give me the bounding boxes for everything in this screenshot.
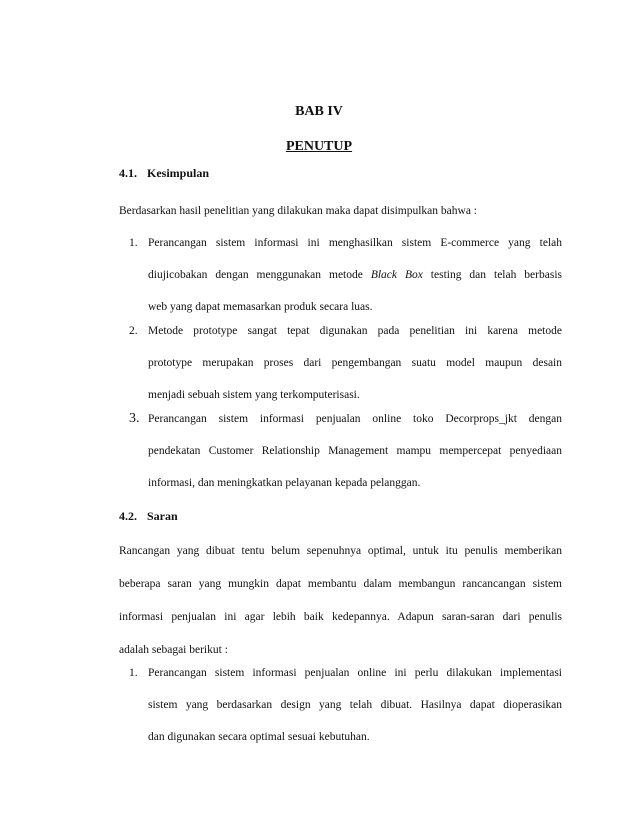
list-item-text: Metode prototype sangat tepat digunakan pada penelitian ini karena metode prototype merupakan proses dari pengembangan suatu model maupun desain menjadi sebuah sistem yang terkomputerisasi. [148,325,562,401]
emphasis-text: Black Box [370,269,423,281]
list-item-line: diujicobakan dengan menggunakan metode Black Box testing dan telah berbasis [148,269,562,281]
conclusion-intro: Berdasarkan hasil penelitian yang dilakukan maka dapat disimpulkan bahwa : [119,205,477,217]
chapter-title: PENUTUP [285,139,353,154]
section-heading-saran [119,509,178,524]
section-number: 4.2. [119,509,137,523]
suggestion-intro: Rancangan yang dibuat tentu belum sepenuhnya optimal, untuk itu penulis memberikan beberapa saran yang mungkin dapat membantu dalam membangun rancancangan sistem informasi penjualan ini agar lebih baik kedepannya. Adapun saran-saran dari penulis adalah sebagai berikut : [119,545,562,656]
section-title: Kesimpulan [147,166,210,180]
chapter-number: BAB IV [295,104,343,119]
list-item-text: Perancangan sistem informasi penjualan online toko Decorprops_jkt dengan pendekatan Customer Relationship Management mampu mempercepat penyediaan informasi, dan meningkatkan pelayanan kepada pelanggan. [148,413,562,489]
list-item-number: 2. [129,325,138,337]
section-title: Saran [147,509,178,523]
section-number: 4.1. [119,166,137,180]
list-item-text: Perancangan sistem informasi penjualan online ini perlu dilakukan implementasi sistem yang berdasarkan design yang telah dibuat. Hasilnya dapat dioperasikan dan digunakan secara optimal sesuai kebutuhan. [148,667,562,743]
list-item-text: Perancangan sistem informasi ini menghasilkan sistem E-commerce yang telah diujicobakan dengan menggunakan metode Black Box testing dan telah berbasis web yang dapat memasarkan produk secara luas. [148,237,562,313]
list-item-number: 1. [129,667,138,679]
section-heading-kesimpulan [119,166,209,181]
list-item-number: 3. [129,411,140,426]
list-item-number: 1. [129,237,138,249]
